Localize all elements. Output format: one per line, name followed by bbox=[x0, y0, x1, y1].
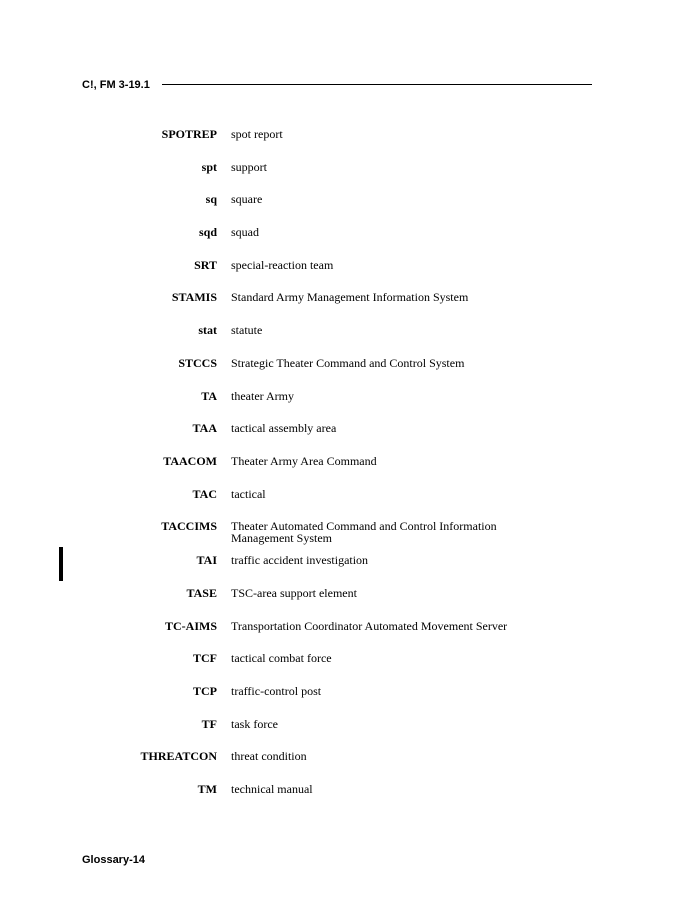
header-label: C!, FM 3-19.1 bbox=[82, 79, 150, 91]
glossary-definition: Standard Army Management Information System bbox=[231, 290, 469, 305]
glossary-entry bbox=[0, 685, 693, 718]
glossary-definition: Theater Army Area Command bbox=[231, 453, 377, 468]
glossary-term: stat bbox=[198, 323, 217, 338]
glossary-term: TAC bbox=[192, 486, 217, 501]
glossary-entry bbox=[0, 128, 693, 161]
glossary-term: spt bbox=[201, 159, 217, 174]
glossary-entry bbox=[0, 587, 693, 620]
glossary-entry bbox=[0, 783, 693, 816]
glossary-entry bbox=[0, 422, 693, 455]
glossary-entry bbox=[0, 291, 693, 324]
glossary-term: STCCS bbox=[178, 355, 217, 370]
glossary-definition: threat condition bbox=[231, 749, 307, 764]
glossary-definition: tactical assembly area bbox=[231, 421, 337, 436]
glossary-entry bbox=[0, 520, 693, 554]
glossary-entry bbox=[0, 161, 693, 194]
glossary-definition: squad bbox=[231, 225, 259, 240]
glossary-definition: Strategic Theater Command and Control System bbox=[231, 355, 465, 370]
glossary-definition: support bbox=[231, 159, 267, 174]
glossary-term: TASE bbox=[186, 585, 217, 600]
glossary-term: sq bbox=[205, 192, 217, 207]
glossary-definition: theater Army bbox=[231, 388, 294, 403]
page-header bbox=[82, 78, 592, 94]
page-number: Glossary-14 bbox=[82, 854, 145, 866]
glossary-term: TC-AIMS bbox=[164, 618, 217, 633]
glossary-term: STAMIS bbox=[171, 290, 217, 305]
glossary-entry bbox=[0, 390, 693, 423]
glossary-definition: tactical combat force bbox=[231, 651, 332, 666]
glossary-definition: statute bbox=[231, 323, 263, 338]
glossary-entry bbox=[0, 718, 693, 751]
header-rule bbox=[162, 84, 592, 85]
glossary-term: TCP bbox=[193, 684, 217, 698]
glossary-definition: technical manual bbox=[231, 782, 313, 797]
glossary-term: TAA bbox=[192, 421, 217, 436]
glossary-entry bbox=[0, 488, 693, 521]
glossary-entry bbox=[0, 750, 693, 783]
glossary-entry bbox=[0, 324, 693, 357]
glossary-list bbox=[0, 128, 693, 816]
glossary-term: TM bbox=[197, 782, 217, 797]
glossary-term: TAI bbox=[196, 553, 217, 568]
glossary-entry bbox=[0, 226, 693, 259]
glossary-definition: TSC-area support element bbox=[231, 585, 357, 600]
glossary-entry bbox=[0, 620, 693, 653]
glossary-definition: tactical bbox=[231, 486, 266, 501]
glossary-term: sqd bbox=[198, 225, 217, 240]
glossary-term: TAACOM bbox=[163, 453, 217, 468]
glossary-entry bbox=[0, 193, 693, 226]
glossary-entry bbox=[0, 357, 693, 390]
glossary-entry bbox=[0, 259, 693, 292]
glossary-definition: Transportation Coordinator Automated Movement Server bbox=[231, 618, 508, 633]
glossary-term: TA bbox=[201, 388, 217, 403]
glossary-definition: special-reaction team bbox=[231, 257, 334, 272]
glossary-term: SPOTREP bbox=[161, 127, 217, 141]
glossary-term: SRT bbox=[194, 257, 217, 272]
glossary-definition: traffic-control post bbox=[231, 684, 322, 698]
glossary-term: TF bbox=[201, 716, 217, 731]
glossary-term: THREATCON bbox=[140, 749, 217, 764]
glossary-term: TCF bbox=[193, 651, 217, 666]
glossary-definition: square bbox=[231, 192, 263, 207]
glossary-definition: task force bbox=[231, 716, 278, 731]
glossary-entry bbox=[0, 652, 693, 685]
glossary-definition: Theater Automated Command and Control Information Management System bbox=[231, 519, 497, 546]
glossary-term: TACCIMS bbox=[161, 519, 217, 534]
glossary-definition: traffic accident investigation bbox=[231, 553, 369, 568]
glossary-entry bbox=[0, 455, 693, 488]
glossary-definition: spot report bbox=[231, 127, 283, 141]
glossary-entry bbox=[0, 554, 693, 587]
